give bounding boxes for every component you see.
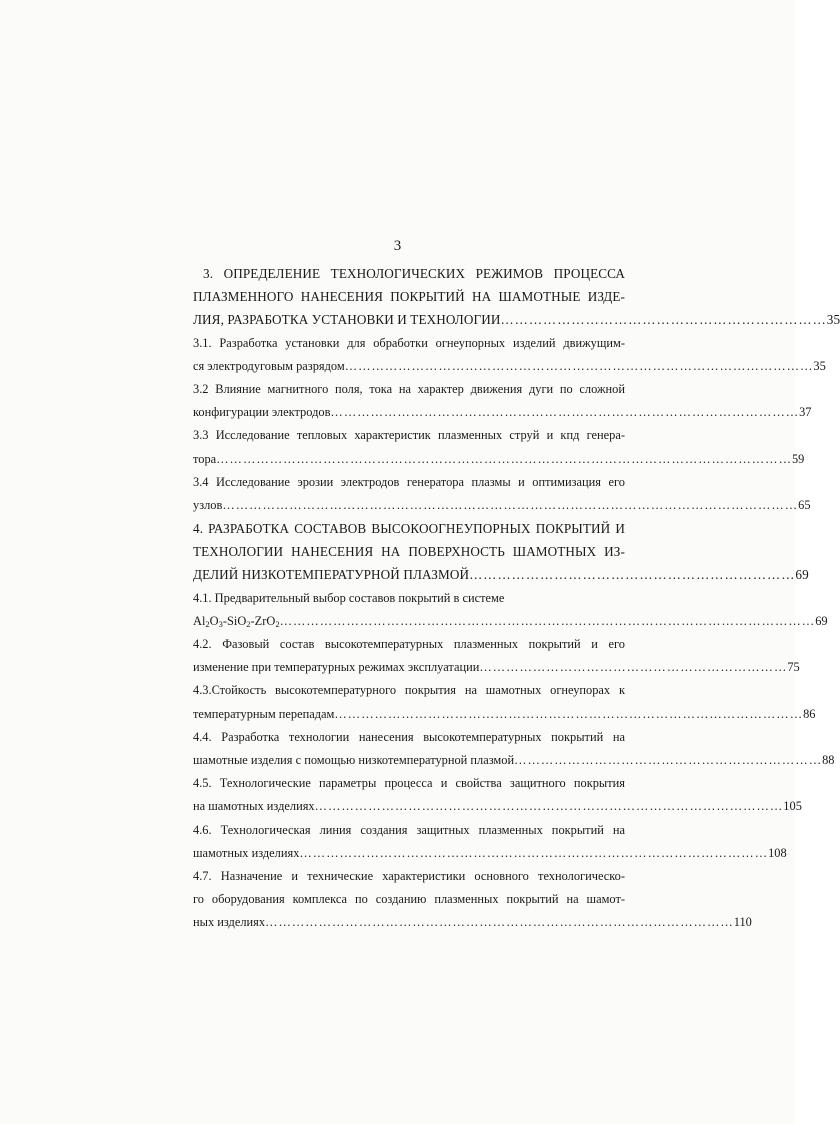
dot-leader: …………………………………………………………………………………………… (344, 358, 814, 373)
toc-entry-4-4-line-1: 4.4. Разработка технологии нанесения высокотемпературных покрытий на (193, 729, 625, 744)
dot-leader: …………………………………………………………… (514, 752, 823, 767)
dot-leader: …………………………………………………………………………………………… (265, 915, 734, 930)
toc-entry-4-1-page: 69 (815, 613, 828, 628)
toc-entry-4-7-line-2: го оборудования комплекса по созданию плазменных покрытий на шамот- (193, 892, 625, 907)
toc-entry-3-4-title-end: узлов (193, 497, 223, 512)
formula-al-sub: 2 (205, 618, 210, 629)
toc-entry-4-3-page: 86 (803, 706, 816, 721)
toc-entry-4-5-line-2 (193, 795, 802, 818)
dot-leader: …………………………………………………………………………………………… (330, 405, 800, 420)
toc-entry-3-line-1: 3. ОПРЕДЕЛЕНИЕ ТЕХНОЛОГИЧЕСКИХ РЕЖИМОВ ПРОЦЕССА (203, 266, 625, 281)
formula-sio-sub: 2 (246, 618, 251, 629)
toc-entry-4-6-page: 108 (768, 845, 787, 860)
toc-entry-3-title-end: ЛИЯ, РАЗРАБОТКА УСТАНОВКИ И ТЕХНОЛОГИИ (193, 312, 501, 328)
toc-entry-4-7-page: 110 (733, 915, 752, 930)
dot-leader: …………………………………………………………………………………………… (334, 706, 804, 721)
toc-entry-3-2-page: 37 (799, 405, 812, 420)
page-number: 3 (393, 238, 402, 254)
toc-entry-3-4-page: 65 (798, 497, 811, 512)
toc-entry-4-2-title-end: изменение при температурных режимах эксплуатации (193, 660, 480, 675)
toc-entry-3-3-line-2 (193, 448, 805, 471)
toc-entry-4-3-line-1: 4.3.Стойкость высокотемпературного покрытия на шамотных огнеупорах к (193, 683, 625, 698)
table-of-contents (193, 262, 840, 934)
toc-entry-3-2-line-2 (193, 401, 812, 424)
toc-entry-4-4-title-end: шамотные изделия с помощью низкотемпературной плазмой (193, 752, 515, 767)
toc-entry-3-3-line-1: 3.3 Исследование тепловых характеристик плазменных струй и кпд генера- (193, 428, 625, 443)
dot-leader: ………………………………………………………………………………………………………………… (222, 497, 799, 512)
toc-entry-3-2-line-1: 3.2 Влияние магнитного поля, тока на характер движения дуги по сложной (193, 381, 625, 396)
formula-zro-sub: 2 (275, 618, 280, 629)
toc-entry-3-4-line-1: 3.4 Исследование эрозии электродов генератора плазмы и оптимизация его (193, 474, 625, 489)
toc-entry-4-5-page: 105 (783, 799, 802, 814)
toc-entry-4-6-line-2 (193, 842, 787, 865)
dot-leader: …………………………………………………………………………………………… (299, 845, 769, 860)
toc-entry-4-6-title-end: шамотных изделиях (193, 845, 300, 860)
toc-entry-4-2-line-2 (193, 656, 800, 679)
toc-entry-3-page: 35 (826, 312, 840, 328)
toc-entry-4-1-line-1: 4.1. Предварительный выбор составов покрытий в системе (193, 590, 505, 605)
formula-zro: -ZrO (250, 613, 276, 628)
toc-entry-4-4-line-2 (193, 749, 835, 772)
toc-entry-4-1-line-2 (193, 610, 828, 633)
toc-entry-4-4-page: 88 (822, 752, 835, 767)
toc-entry-3-1-line-2 (193, 355, 826, 378)
dot-leader: …………………………………………………………… (500, 312, 827, 328)
toc-entry-3-1-title-end: ся электродуговым разрядом (193, 358, 345, 373)
formula-al: Al (193, 613, 206, 628)
toc-entry-4-7-line-1: 4.7. Назначение и технические характеристики основного технологическо- (193, 868, 625, 883)
toc-entry-4-6-line-1: 4.6. Технологическая линия создания защитных плазменных покрытий на (193, 822, 625, 837)
toc-entry-4-line-2: ТЕХНОЛОГИИ НАНЕСЕНИЯ НА ПОВЕРХНОСТЬ ШАМОТНЫХ ИЗ- (193, 544, 625, 560)
toc-entry-3-line-2: ПЛАЗМЕННОГО НАНЕСЕНИЯ ПОКРЫТИЙ НА ШАМОТНЫЕ ИЗДЕ- (193, 289, 625, 305)
toc-entry-4-line-1: 4. РАЗРАБОТКА СОСТАВОВ ВЫСОКООГНЕУПОРНЫХ ПОКРЫТИЙ И (193, 521, 625, 537)
toc-entry-3-line-3 (193, 308, 840, 331)
toc-entry-4-2-page: 75 (787, 660, 800, 675)
toc-entry-4-page: 69 (795, 567, 809, 583)
formula-o-sub: 3 (218, 618, 223, 629)
toc-entry-3-2-title-end: конфигурации электродов (193, 405, 331, 420)
toc-entry-3-3-page: 59 (791, 451, 805, 466)
toc-entry-3-3-title-end: тора (193, 451, 217, 466)
toc-entry-4-3-line-2 (193, 703, 816, 726)
toc-entry-4-2-line-1: 4.2. Фазовый состав высокотемпературных плазменных покрытий и его (193, 637, 625, 651)
dot-leader: …………………………………………………………………………………………… (314, 799, 784, 814)
dot-leader: …………………………………………………………… (479, 660, 788, 675)
chemical-formula (193, 610, 280, 633)
formula-sio: -SiO (222, 613, 247, 628)
toc-entry-4-5-title-end: на шамотных изделиях (193, 799, 315, 814)
dot-leader: …………………………………………………………… (469, 567, 796, 583)
dot-leader: ………………………………………………………………………………………………………… (279, 613, 816, 628)
toc-entry-4-line-3 (193, 563, 809, 586)
toc-entry-4-3-title-end: температурным перепадам (193, 706, 335, 721)
formula-o: O (209, 613, 219, 628)
toc-entry-4-title-end: ДЕЛИЙ НИЗКОТЕМПЕРАТУРНОЙ ПЛАЗМОЙ (193, 567, 470, 583)
toc-entry-3-4-line-2 (193, 494, 811, 517)
toc-entry-3-1-page: 35 (813, 358, 826, 373)
toc-entry-4-7-line-3 (193, 911, 752, 934)
dot-leader: ………………………………………………………………………………………………………………… (216, 451, 792, 466)
toc-entry-3-1-line-1: 3.1. Разработка установки для обработки огнеупорных изделий движущим- (193, 335, 625, 350)
toc-entry-4-5-line-1: 4.5. Технологические параметры процесса и свойства защитного покрытия (193, 776, 625, 791)
toc-entry-4-7-title-end: ных изделиях (193, 915, 266, 930)
